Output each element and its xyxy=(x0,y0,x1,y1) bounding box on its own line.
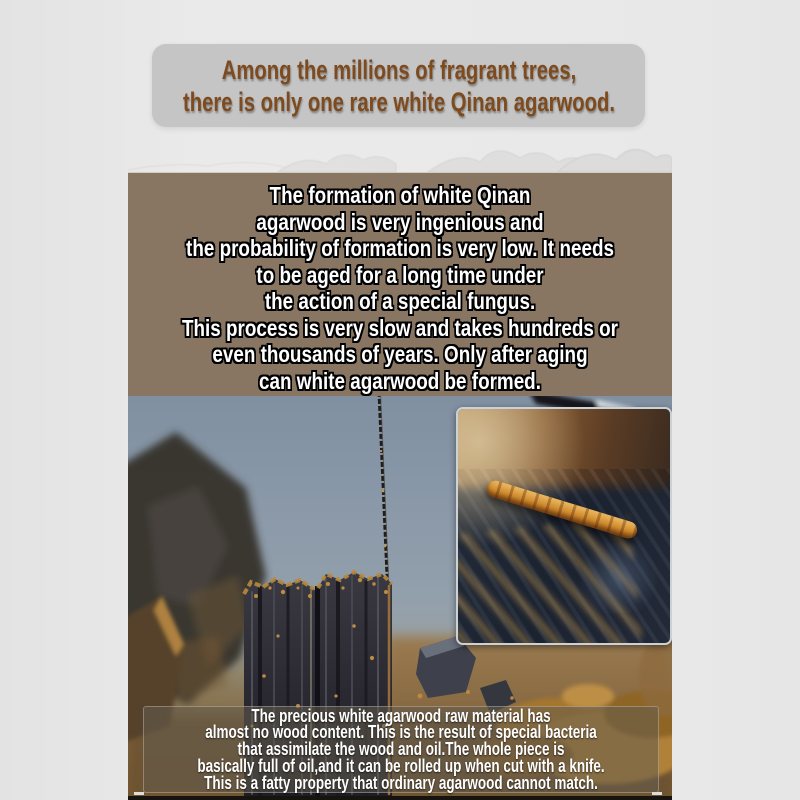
inset-closeup-photo xyxy=(456,407,672,645)
strip-tick-left xyxy=(134,792,144,795)
headline-text-block xyxy=(151,54,646,118)
formation-line-7: even thousands of years. Only after aging xyxy=(212,341,588,367)
formation-line-8: can white agarwood be formed. xyxy=(259,367,541,394)
headline-banner xyxy=(152,44,645,127)
formation-line-2: agarwood is very ingenious and xyxy=(256,208,544,235)
formation-line-3: the probability of formation is very low. It needs xyxy=(186,235,614,261)
formation-line-1: The formation of white Qinan xyxy=(269,182,531,208)
caption-line-1: The precious white agarwood raw material has xyxy=(251,705,551,726)
inset-blue-sheen xyxy=(574,543,664,613)
headline-line-2: there is only one rare white Qinan agarwood. xyxy=(182,86,615,117)
formation-line-5: the action of a special fungus. xyxy=(264,288,536,314)
caption-line-2: almost no wood content. This is the result of special bacteria xyxy=(205,722,597,743)
formation-text-block xyxy=(129,182,670,394)
caption-line-5: This is a fatty property that ordinary agarwood cannot match. xyxy=(204,772,598,793)
mountain-sketch xyxy=(128,134,672,174)
strip-tick-right xyxy=(652,792,662,795)
caption-overlay xyxy=(143,706,659,793)
formation-line-6: This process is very slow and takes hundreds or xyxy=(181,314,619,341)
next-section-strip xyxy=(128,796,672,800)
agarwood-photo xyxy=(128,396,672,796)
formation-line-4: to be aged for a long time under xyxy=(256,261,544,288)
caption-text-block xyxy=(146,705,656,793)
headline-line-1: Among the millions of fragrant trees, xyxy=(221,54,576,85)
formation-panel xyxy=(128,172,672,396)
caption-line-3: that assimilate the wood and oil.The whole piece is xyxy=(237,739,565,760)
caption-line-4: basically full of oil,and it can be rolled up when cut with a knife. xyxy=(197,755,605,776)
